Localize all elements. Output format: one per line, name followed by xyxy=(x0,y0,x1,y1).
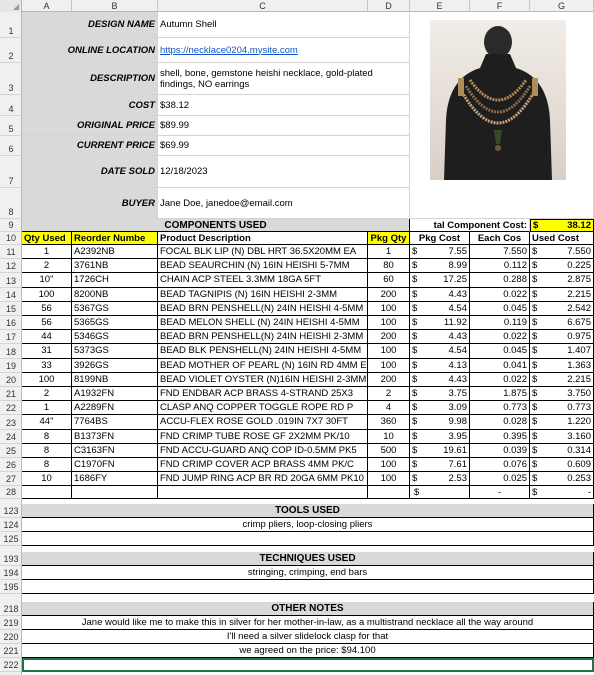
column-header-a[interactable]: A xyxy=(22,0,72,12)
amount: 2.215 xyxy=(567,288,591,300)
techniques-title: TECHNIQUES USED xyxy=(22,552,594,566)
note-line-2[interactable]: I'll need a silver slidelock clasp for that xyxy=(22,630,594,644)
row-header-27[interactable]: 27 xyxy=(0,472,22,486)
component-pkg-cost[interactable] xyxy=(410,373,470,387)
component-pkg-cost[interactable] xyxy=(410,444,470,458)
currency-symbol: $ xyxy=(532,373,538,385)
amount: 7.550 xyxy=(567,246,591,258)
amount: 4.54 xyxy=(448,302,467,314)
component-qty-used[interactable]: 1 xyxy=(22,245,72,259)
currency-symbol: $ xyxy=(532,430,538,442)
component-product-description[interactable]: BEAD SEAURCHIN (N) 16IN HEISHI 5-7MM xyxy=(158,259,368,273)
amount: 4.13 xyxy=(448,359,467,371)
component-reorder-number[interactable]: C3163FN xyxy=(72,444,158,458)
row-header-23[interactable]: 23 xyxy=(0,415,22,429)
component-each-cost[interactable]: 7.550 xyxy=(470,245,530,259)
amount: 6.675 xyxy=(567,317,591,329)
currency-symbol: $ xyxy=(412,473,418,485)
note-line-1[interactable]: Jane would like me to make this in silver for her mother-in-law, as a multistrand necklace all the way around xyxy=(22,616,594,630)
current-price-value[interactable]: $69.99 xyxy=(158,136,410,156)
amount: 4.54 xyxy=(448,345,467,357)
row-header-2[interactable]: 2 xyxy=(0,38,22,63)
component-reorder-number[interactable]: B1373FN xyxy=(72,430,158,444)
amount: 9.98 xyxy=(448,416,467,428)
component-qty-used[interactable]: 8 xyxy=(22,430,72,444)
row-header-25[interactable]: 25 xyxy=(0,444,22,458)
empty-row-reorder[interactable] xyxy=(72,486,158,499)
component-qty-used[interactable]: 56 xyxy=(22,316,72,330)
component-reorder-number[interactable]: C1970FN xyxy=(72,458,158,472)
row-header-193[interactable]: 193 xyxy=(0,552,22,566)
component-qty-used[interactable]: 8 xyxy=(22,458,72,472)
total-component-cost-value[interactable] xyxy=(530,219,594,232)
component-used-cost[interactable] xyxy=(530,415,594,429)
row-header-124[interactable]: 124 xyxy=(0,518,22,532)
amount: 3.95 xyxy=(448,430,467,442)
active-empty-cell[interactable] xyxy=(22,658,594,672)
component-used-cost[interactable] xyxy=(530,288,594,302)
component-pkg-qty[interactable]: 100 xyxy=(368,458,410,472)
component-reorder-number[interactable]: 7764BS xyxy=(72,415,158,429)
component-qty-used[interactable]: 100 xyxy=(22,373,72,387)
empty-row-used-cost[interactable]: $ - xyxy=(530,486,594,499)
row-header-1[interactable]: 1 xyxy=(0,12,22,38)
component-pkg-qty[interactable]: 100 xyxy=(368,359,410,373)
component-product-description[interactable]: FOCAL BLK LIP (N) DBL HRT 36.5X20MM EA xyxy=(158,245,368,259)
row-header-195[interactable]: 195 xyxy=(0,580,22,594)
row-header-12[interactable]: 12 xyxy=(0,259,22,273)
empty-row-pkg-cost[interactable]: $ xyxy=(410,486,470,499)
amount: 3.09 xyxy=(448,402,467,414)
component-pkg-cost[interactable] xyxy=(410,401,470,415)
component-pkg-cost[interactable] xyxy=(410,359,470,373)
currency-symbol: $ xyxy=(532,331,538,343)
component-product-description[interactable]: CLASP ANQ COPPER TOGGLE ROPE RD P xyxy=(158,401,368,415)
column-header-e[interactable]: E xyxy=(410,0,470,12)
description-label: DESCRIPTION xyxy=(22,63,158,95)
original-price-label: ORIGINAL PRICE xyxy=(22,116,158,136)
row-header-218[interactable]: 218 xyxy=(0,602,22,616)
component-each-cost[interactable]: 0.041 xyxy=(470,359,530,373)
component-pkg-qty[interactable]: 10 xyxy=(368,430,410,444)
row-header-bar xyxy=(0,12,22,675)
component-each-cost[interactable]: 0.045 xyxy=(470,302,530,316)
component-used-cost[interactable] xyxy=(530,430,594,444)
component-pkg-cost[interactable] xyxy=(410,302,470,316)
component-product-description[interactable]: ACCU-FLEX ROSE GOLD .019IN 7X7 30FT xyxy=(158,415,368,429)
component-each-cost[interactable]: 1.875 xyxy=(470,387,530,401)
row-header-24[interactable]: 24 xyxy=(0,430,22,444)
component-pkg-qty[interactable]: 500 xyxy=(368,444,410,458)
empty-row-pkg-qty[interactable] xyxy=(368,486,410,499)
currency-symbol: $ xyxy=(532,274,538,286)
component-used-cost[interactable] xyxy=(530,344,594,358)
date-sold-value[interactable]: 12/18/2023 xyxy=(158,156,410,188)
component-qty-used[interactable]: 8 xyxy=(22,444,72,458)
row-header-22[interactable]: 22 xyxy=(0,401,22,415)
component-qty-used[interactable]: 2 xyxy=(22,387,72,401)
component-product-description[interactable]: BEAD MOTHER OF PEARL (N) 16IN RD 4MM E xyxy=(158,359,368,373)
component-each-cost[interactable]: 0.028 xyxy=(470,415,530,429)
component-pkg-cost[interactable] xyxy=(410,288,470,302)
row-header-13[interactable]: 13 xyxy=(0,273,22,287)
component-used-cost[interactable] xyxy=(530,458,594,472)
row-header-17[interactable]: 17 xyxy=(0,330,22,344)
component-used-cost[interactable] xyxy=(530,401,594,415)
header-pkg-qty: Pkg Qty xyxy=(368,232,410,245)
column-header-g[interactable]: G xyxy=(530,0,594,12)
select-all-corner[interactable] xyxy=(0,0,22,12)
component-reorder-number[interactable]: A1932FN xyxy=(72,387,158,401)
amount: 1.363 xyxy=(567,359,591,371)
online-location-label: ONLINE LOCATION xyxy=(22,38,158,63)
other-notes-title: OTHER NOTES xyxy=(22,602,594,616)
column-header-c[interactable]: C xyxy=(158,0,368,12)
component-product-description[interactable]: BEAD TAGNIPIS (N) 16IN HEISHI 2-3MM xyxy=(158,288,368,302)
component-each-cost[interactable]: 0.022 xyxy=(470,373,530,387)
currency-symbol: $ xyxy=(412,345,418,357)
column-header-bar xyxy=(0,0,594,12)
tools-value[interactable]: crimp pliers, loop-closing pliers xyxy=(22,518,594,532)
component-pkg-cost[interactable] xyxy=(410,259,470,273)
header-qty-used: Qty Used xyxy=(22,232,72,245)
component-pkg-cost[interactable] xyxy=(410,316,470,330)
currency-symbol: $ xyxy=(412,444,418,456)
amount: 8.99 xyxy=(448,260,467,272)
component-used-cost[interactable] xyxy=(530,472,594,486)
total-amount: 38.12 xyxy=(567,220,591,231)
component-qty-used[interactable]: 31 xyxy=(22,344,72,358)
amount: 0.253 xyxy=(567,473,591,485)
empty-row-qty[interactable] xyxy=(22,486,72,499)
currency-symbol: $ xyxy=(532,302,538,314)
row-header-3[interactable]: 3 xyxy=(0,63,22,95)
component-product-description[interactable]: CHAIN ACP STEEL 3.3MM 18GA 5FT xyxy=(158,273,368,287)
row-header-18[interactable]: 18 xyxy=(0,344,22,358)
currency-symbol: $ xyxy=(532,459,538,471)
component-pkg-cost[interactable] xyxy=(410,387,470,401)
component-pkg-qty[interactable]: 200 xyxy=(368,330,410,344)
column-header-f[interactable]: F xyxy=(470,0,530,12)
component-product-description[interactable]: FND CRIMP TUBE ROSE GF 2X2MM PK/10 xyxy=(158,430,368,444)
currency-symbol: $ xyxy=(532,473,538,485)
currency-symbol: $ xyxy=(412,302,418,314)
amount: 4.43 xyxy=(448,288,467,300)
row-header-15[interactable]: 15 xyxy=(0,302,22,316)
necklace-image xyxy=(430,20,566,180)
amount: 2.215 xyxy=(567,373,591,385)
component-product-description[interactable]: BEAD BRN PENSHELL(N) 24IN HEISHI 2-3MM xyxy=(158,330,368,344)
component-each-cost[interactable]: 0.025 xyxy=(470,472,530,486)
amount: 4.43 xyxy=(448,373,467,385)
component-each-cost[interactable]: 0.112 xyxy=(470,259,530,273)
component-pkg-qty[interactable]: 60 xyxy=(368,273,410,287)
component-product-description[interactable]: FND CRIMP COVER ACP BRASS 4MM PK/C xyxy=(158,458,368,472)
component-pkg-qty[interactable]: 360 xyxy=(368,415,410,429)
component-each-cost[interactable]: 0.076 xyxy=(470,458,530,472)
component-pkg-qty[interactable]: 1 xyxy=(368,245,410,259)
component-each-cost[interactable]: 0.395 xyxy=(470,430,530,444)
header-each-cost: Each Cos xyxy=(470,232,530,245)
online-location-link[interactable]: https://necklace0204.mysite.com xyxy=(158,38,410,63)
component-reorder-number[interactable]: 1686FY xyxy=(72,472,158,486)
row-header-5[interactable]: 5 xyxy=(0,116,22,136)
currency-symbol: $ xyxy=(532,260,538,272)
component-qty-used[interactable]: 44" xyxy=(22,415,72,429)
amount: 3.160 xyxy=(567,430,591,442)
component-qty-used[interactable]: 1 xyxy=(22,401,72,415)
component-pkg-cost[interactable] xyxy=(410,330,470,344)
amount: 3.750 xyxy=(567,388,591,400)
component-used-cost[interactable] xyxy=(530,259,594,273)
component-each-cost[interactable]: 0.288 xyxy=(470,273,530,287)
component-reorder-number[interactable]: 8200NB xyxy=(72,288,158,302)
column-header-d[interactable]: D xyxy=(368,0,410,12)
amount: 0.773 xyxy=(567,402,591,414)
component-pkg-cost[interactable] xyxy=(410,415,470,429)
component-pkg-cost[interactable] xyxy=(410,430,470,444)
component-used-cost[interactable] xyxy=(530,273,594,287)
amount: 2.542 xyxy=(567,302,591,314)
row-header-194[interactable]: 194 xyxy=(0,566,22,580)
component-product-description[interactable]: BEAD BLK PENSHELL(N) 24IN HEISHI 4-5MM xyxy=(158,344,368,358)
date-sold-label: DATE SOLD xyxy=(22,156,158,188)
amount: 7.55 xyxy=(448,246,467,258)
component-product-description[interactable]: FND ACCU-GUARD ANQ COP ID-0.5MM PK5 xyxy=(158,444,368,458)
row-header-14[interactable]: 14 xyxy=(0,288,22,302)
component-qty-used[interactable]: 10" xyxy=(22,273,72,287)
original-price-value[interactable]: $89.99 xyxy=(158,116,410,136)
component-product-description[interactable]: FND ENDBAR ACP BRASS 4-STRAND 25X3 xyxy=(158,387,368,401)
row-header-125[interactable]: 125 xyxy=(0,532,22,546)
current-price-label: CURRENT PRICE xyxy=(22,136,158,156)
row-header-28[interactable]: 28 xyxy=(0,486,22,499)
component-pkg-qty[interactable]: 100 xyxy=(368,472,410,486)
component-reorder-number[interactable]: 5365GS xyxy=(72,316,158,330)
currency-symbol: $ xyxy=(532,288,538,300)
component-pkg-qty[interactable]: 100 xyxy=(368,302,410,316)
currency-symbol: $ xyxy=(412,388,418,400)
currency-symbol: $ xyxy=(412,331,418,343)
tools-empty-row[interactable] xyxy=(22,532,594,546)
design-name-label: DESIGN NAME xyxy=(22,12,158,38)
currency-symbol: $ xyxy=(532,317,538,329)
amount: 3.75 xyxy=(448,388,467,400)
component-each-cost[interactable]: 0.119 xyxy=(470,316,530,330)
necklace-photo[interactable] xyxy=(430,20,566,180)
currency-symbol: $ xyxy=(532,359,538,371)
row-header-11[interactable]: 11 xyxy=(0,245,22,259)
row-header-221[interactable]: 221 xyxy=(0,644,22,658)
component-used-cost[interactable] xyxy=(530,359,594,373)
row-header-222[interactable]: 222 xyxy=(0,658,22,672)
component-reorder-number[interactable]: 5346GS xyxy=(72,330,158,344)
row-header-7[interactable]: 7 xyxy=(0,156,22,188)
currency-symbol: $ xyxy=(412,459,418,471)
row-header-123[interactable]: 123 xyxy=(0,504,22,518)
component-used-cost[interactable] xyxy=(530,316,594,330)
note-line-3[interactable]: we agreed on the price: $94.100 xyxy=(22,644,594,658)
currency-symbol: $ xyxy=(532,345,538,357)
components-title: COMPONENTS USED xyxy=(22,219,410,232)
header-product-description: Product Description xyxy=(158,232,368,245)
component-used-cost[interactable] xyxy=(530,444,594,458)
buyer-value[interactable]: Jane Doe, janedoe@email.com xyxy=(158,188,410,219)
component-each-cost[interactable]: 0.773 xyxy=(470,401,530,415)
component-each-cost[interactable]: 0.022 xyxy=(470,288,530,302)
amount: 1.407 xyxy=(567,345,591,357)
total-component-cost-label: tal Component Cost: xyxy=(410,219,530,232)
component-qty-used[interactable]: 10 xyxy=(22,472,72,486)
component-pkg-qty[interactable]: 80 xyxy=(368,259,410,273)
component-each-cost[interactable]: 0.022 xyxy=(470,330,530,344)
empty-row-description[interactable] xyxy=(158,486,368,499)
currency-symbol: $ xyxy=(532,388,538,400)
design-name-value[interactable]: Autumn Shell xyxy=(158,12,410,38)
spreadsheet-grid xyxy=(22,12,594,675)
component-pkg-cost[interactable] xyxy=(410,472,470,486)
amount: 2.53 xyxy=(448,473,467,485)
component-pkg-qty[interactable]: 4 xyxy=(368,401,410,415)
currency-symbol: $ xyxy=(412,288,418,300)
component-pkg-qty[interactable]: 100 xyxy=(368,344,410,358)
component-used-cost[interactable] xyxy=(530,302,594,316)
currency-symbol: $ xyxy=(532,246,538,258)
amount: 0.225 xyxy=(567,260,591,272)
currency-symbol: $ xyxy=(412,359,418,371)
row-header-10[interactable]: 10 xyxy=(0,232,22,245)
component-used-cost[interactable] xyxy=(530,245,594,259)
amount: 0.314 xyxy=(567,444,591,456)
amount: 0.609 xyxy=(567,459,591,471)
amount: 4.43 xyxy=(448,331,467,343)
row-header-16[interactable]: 16 xyxy=(0,316,22,330)
cost-label: COST xyxy=(22,95,158,116)
currency-symbol: $ xyxy=(532,402,538,414)
component-reorder-number[interactable]: A2289FN xyxy=(72,401,158,415)
component-qty-used[interactable]: 100 xyxy=(22,288,72,302)
component-reorder-number[interactable]: 1726CH xyxy=(72,273,158,287)
amount: 7.61 xyxy=(448,459,467,471)
currency-symbol: $ xyxy=(412,274,418,286)
row-header-9[interactable]: 9 xyxy=(0,219,22,232)
currency-symbol: $ xyxy=(412,402,418,414)
description-value[interactable]: shell, bone, gemstone heishi necklace, gold-plated findings, NO earrings xyxy=(158,63,410,95)
component-pkg-cost[interactable] xyxy=(410,458,470,472)
component-used-cost[interactable] xyxy=(530,387,594,401)
header-used-cost: Used Cost xyxy=(530,232,594,245)
row-header-6[interactable]: 6 xyxy=(0,136,22,156)
header-pkg-cost: Pkg Cost xyxy=(410,232,470,245)
component-pkg-cost[interactable] xyxy=(410,344,470,358)
component-qty-used[interactable]: 33 xyxy=(22,359,72,373)
row-header-8[interactable]: 8 xyxy=(0,188,22,219)
component-product-description[interactable]: BEAD BRN PENSHELL(N) 24IN HEISHI 4-5MM xyxy=(158,302,368,316)
techniques-empty-row[interactable] xyxy=(22,580,594,594)
currency-symbol: $ xyxy=(412,416,418,428)
amount: 2.875 xyxy=(567,274,591,286)
row-header-4[interactable]: 4 xyxy=(0,95,22,116)
amount: 17.25 xyxy=(443,274,467,286)
component-reorder-number[interactable]: 5367GS xyxy=(72,302,158,316)
component-pkg-cost[interactable] xyxy=(410,245,470,259)
component-used-cost[interactable] xyxy=(530,330,594,344)
row-header-219[interactable]: 219 xyxy=(0,616,22,630)
row-header-20[interactable]: 20 xyxy=(0,373,22,387)
component-qty-used[interactable]: 56 xyxy=(22,302,72,316)
component-pkg-qty[interactable]: 200 xyxy=(368,373,410,387)
currency-symbol: $ xyxy=(412,373,418,385)
component-each-cost[interactable]: 0.039 xyxy=(470,444,530,458)
total-currency: $ xyxy=(533,220,539,231)
amount: 19.61 xyxy=(443,444,467,456)
buyer-label: BUYER xyxy=(22,188,158,219)
currency-symbol: $ xyxy=(412,317,418,329)
currency-symbol: $ xyxy=(532,416,538,428)
currency-symbol: $ xyxy=(532,444,538,456)
component-qty-used[interactable]: 2 xyxy=(22,259,72,273)
techniques-value[interactable]: stringing, crimping, end bars xyxy=(22,566,594,580)
empty-row-each-cost[interactable]: - xyxy=(470,486,530,499)
component-reorder-number[interactable]: 5373GS xyxy=(72,344,158,358)
component-product-description[interactable]: FND JUMP RING ACP BR RD 20GA 6MM PK10 xyxy=(158,472,368,486)
component-reorder-number[interactable]: 3926GS xyxy=(72,359,158,373)
row-header-21[interactable]: 21 xyxy=(0,387,22,401)
header-reorder-number: Reorder Numbe xyxy=(72,232,158,245)
row-header-19[interactable]: 19 xyxy=(0,359,22,373)
row-header-220[interactable]: 220 xyxy=(0,630,22,644)
amount: 11.92 xyxy=(443,317,467,329)
component-reorder-number[interactable]: 3761NB xyxy=(72,259,158,273)
component-used-cost[interactable] xyxy=(530,373,594,387)
column-header-b[interactable]: B xyxy=(72,0,158,12)
currency-symbol: $ xyxy=(412,430,418,442)
amount: 1.220 xyxy=(567,416,591,428)
component-reorder-number[interactable]: A2392NB xyxy=(72,245,158,259)
component-product-description[interactable]: BEAD VIOLET OYSTER (N)16IN HEISHI 2-3MM xyxy=(158,373,368,387)
cost-value[interactable]: $38.12 xyxy=(158,95,410,116)
component-reorder-number[interactable]: 8199NB xyxy=(72,373,158,387)
amount: 0.975 xyxy=(567,331,591,343)
component-qty-used[interactable]: 44 xyxy=(22,330,72,344)
component-pkg-qty[interactable]: 200 xyxy=(368,288,410,302)
tools-title: TOOLS USED xyxy=(22,504,594,518)
currency-symbol: $ xyxy=(412,260,418,272)
component-pkg-cost[interactable] xyxy=(410,273,470,287)
component-each-cost[interactable]: 0.045 xyxy=(470,344,530,358)
component-pkg-qty[interactable]: 100 xyxy=(368,316,410,330)
currency-symbol: $ xyxy=(412,246,418,258)
component-product-description[interactable]: BEAD MELON SHELL (N) 24IN HEISHI 4-5MM xyxy=(158,316,368,330)
row-header-26[interactable]: 26 xyxy=(0,458,22,472)
component-pkg-qty[interactable]: 2 xyxy=(368,387,410,401)
